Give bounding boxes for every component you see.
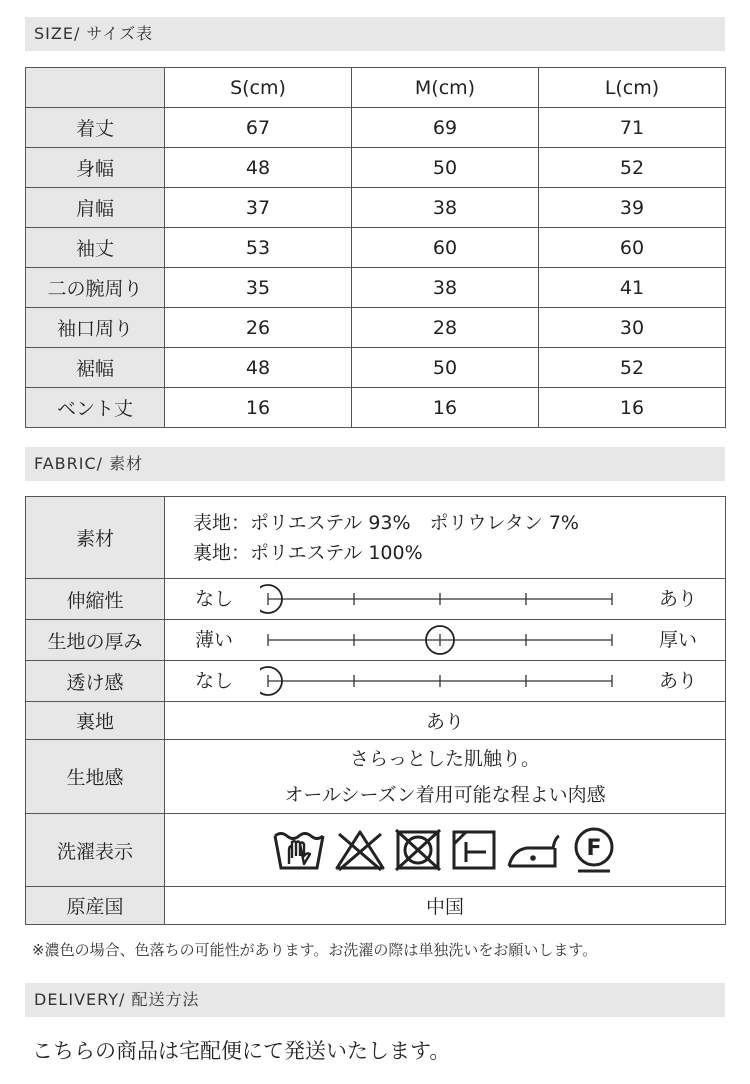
origin-label: 原産国 [26,887,165,925]
stretch-label: 伸縮性 [26,579,165,620]
size-cell: 67 [165,108,352,148]
size-cell: 71 [539,108,726,148]
size-table [25,67,726,428]
size-cell: 69 [352,108,539,148]
no-bleach-icon [333,828,387,872]
table-row [26,148,726,188]
texture-line2: オールシーズン着用可能な程よい肉感 [284,783,606,806]
care-row [26,814,726,887]
size-cell: 41 [539,268,726,308]
row-label: ベント丈 [26,388,165,428]
size-cell: 60 [539,228,726,268]
row-label: 袖丈 [26,228,165,268]
row-label: 肩幅 [26,188,165,228]
size-cell: 52 [539,148,726,188]
size-header-row [26,68,726,108]
thickness-label: 生地の厚み [26,620,165,661]
table-row [26,308,726,348]
row-label: 裾幅 [26,348,165,388]
size-cell: 28 [352,308,539,348]
size-cell: 60 [352,228,539,268]
thickness-right-label: 厚い [658,629,697,651]
no-tumble-dry-icon [393,828,443,872]
sheer-label: 透け感 [26,661,165,702]
material-lining: 裏地：ポリエステル 100% [193,541,423,564]
table-row [26,188,726,228]
delivery-section-title: DELIVERY/ 配送方法 [25,983,725,1017]
texture-label: 生地感 [26,740,165,814]
size-cell: 16 [539,388,726,428]
size-cell: 38 [352,188,539,228]
row-label: 着丈 [26,108,165,148]
origin-row [26,887,726,925]
stretch-scale [260,579,620,619]
sheer-scale [260,661,620,701]
table-row [26,108,726,148]
row-label: 身幅 [26,148,165,188]
color-fade-note: ※濃色の場合、色落ちの可能性があります。お洗濯の際は単独洗いをお願いします。 [32,941,598,959]
table-row [26,388,726,428]
thickness-left-label: 薄い [195,629,234,651]
dry-clean-letter: F [586,836,602,861]
table-row [26,268,726,308]
material-label: 素材 [26,497,165,579]
size-cell: 48 [165,148,352,188]
lining-value: あり [165,702,726,740]
size-cell: 48 [165,348,352,388]
size-corner-cell [26,68,165,108]
size-col-l: L(cm) [539,68,726,108]
size-cell: 53 [165,228,352,268]
size-cell: 50 [352,348,539,388]
stretch-row [26,579,726,620]
size-section-title: SIZE/ サイズ表 [25,17,725,51]
fabric-table [25,496,726,925]
row-label: 袖口周り [26,308,165,348]
iron-low-icon [505,828,563,872]
size-cell: 50 [352,148,539,188]
delivery-text: こちらの商品は宅配便にて発送いたします。 [32,1039,451,1063]
lining-row [26,702,726,740]
size-col-m: M(cm) [352,68,539,108]
row-label: 二の腕周り [26,268,165,308]
texture-row [26,740,726,814]
stretch-right-label: あり [658,588,697,610]
dry-clean-f-icon [569,826,619,874]
sheer-left-label: なし [195,670,234,692]
size-cell: 26 [165,308,352,348]
size-cell: 35 [165,268,352,308]
material-outer: 表地：ポリエステル 93% ポリウレタン 7% [193,511,579,534]
sheer-row [26,661,726,702]
size-cell: 16 [165,388,352,428]
stretch-left-label: なし [195,588,234,610]
origin-value: 中国 [165,887,726,925]
size-cell: 52 [539,348,726,388]
size-cell: 16 [352,388,539,428]
thickness-row [26,620,726,661]
thickness-scale [260,620,620,660]
material-row [26,497,726,579]
size-cell: 37 [165,188,352,228]
size-cell: 39 [539,188,726,228]
sheer-right-label: あり [658,670,697,692]
care-label: 洗濯表示 [26,814,165,887]
fabric-section-title: FABRIC/ 素材 [25,447,725,481]
size-cell: 38 [352,268,539,308]
size-cell: 30 [539,308,726,348]
table-row [26,348,726,388]
line-dry-shade-icon [449,828,499,872]
hand-wash-icon [271,828,327,872]
table-row [26,228,726,268]
size-col-s: S(cm) [165,68,352,108]
lining-label: 裏地 [26,702,165,740]
texture-line1: さらっとした肌触り。 [349,747,540,770]
